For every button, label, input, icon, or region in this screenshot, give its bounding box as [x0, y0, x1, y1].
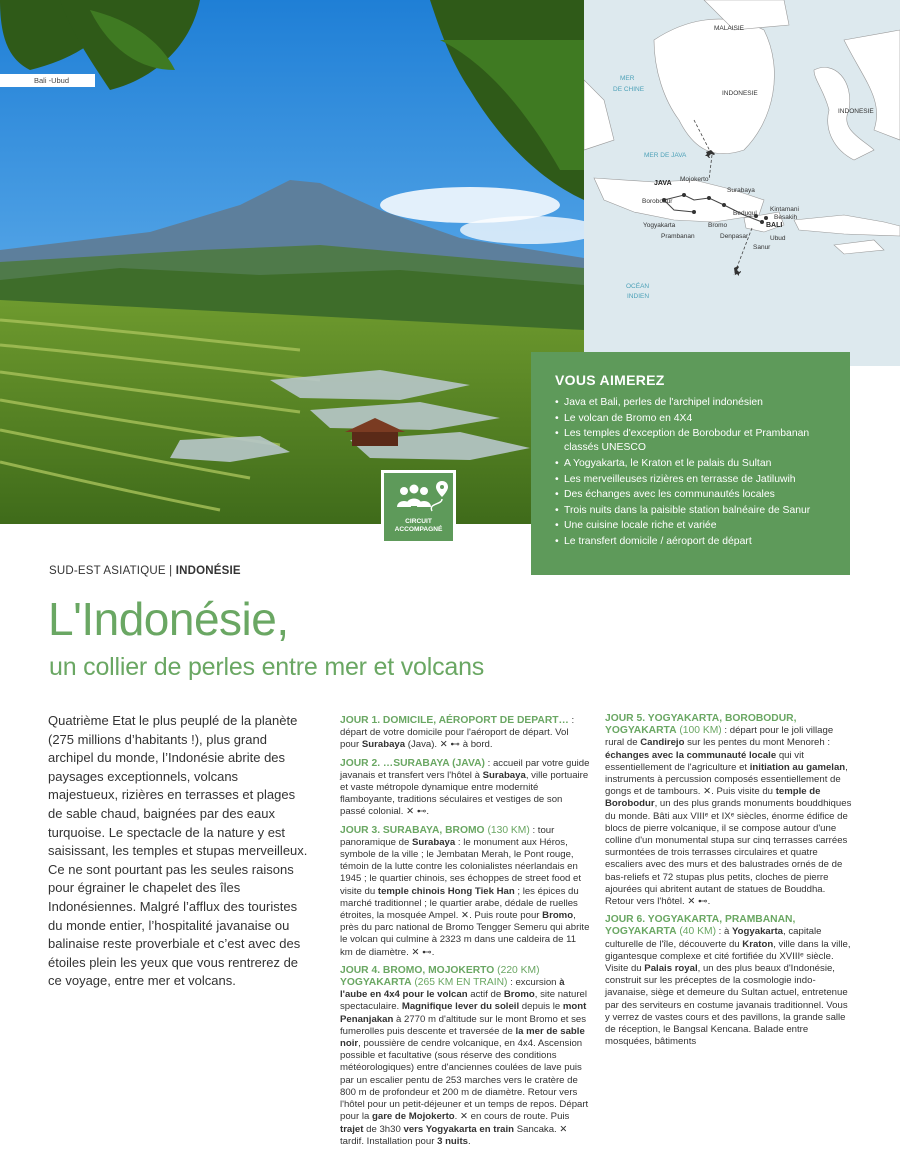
- day-3-text: : tour panoramique de: [340, 824, 555, 848]
- day-6-bold: Palais royal: [644, 963, 698, 975]
- map-label-mojokerto: Mojokerto: [680, 176, 709, 183]
- day-3-bold: Surabaya: [412, 836, 456, 848]
- highlight-item: • Les temples d'exception de Borobodur et Prambanan classés UNESCO: [555, 427, 830, 456]
- day-5-bold: Candirejo: [640, 737, 685, 749]
- day-6-bold: Yogyakarta: [732, 926, 784, 938]
- day-3-text: ; les épices du marché traditionnel ; le quartier arabe, dédale de ruelles étroites, la mosquée Ampel. ✕. Puis route pour: [340, 885, 579, 922]
- region-part-1: SUD-EST ASIATIQUE: [49, 565, 166, 577]
- day-4-bold: Magnifique lever du soleil: [401, 1001, 520, 1013]
- day-3-bold: temple chinois Hong Tiek Han: [377, 885, 515, 897]
- map-label-borobodur: Borobodur: [642, 198, 673, 205]
- day-5-text: sur les pentes du mont Menoreh :: [684, 737, 831, 749]
- day-1-text: (Java). ✕ ⊷ à bord.: [405, 739, 493, 751]
- day-2-bold: Surabaya: [482, 769, 526, 781]
- day-4-title-2: YOGYAKARTA: [340, 977, 412, 989]
- highlight-item: • Le transfert domicile / aéroport de départ: [555, 535, 830, 549]
- day-4-text: à 2770 m d'altitude sur le mont Bromo et ses fumerolles puis descente et traversée de: [340, 1013, 587, 1037]
- map-label-kintamani: Kintamani: [770, 206, 799, 213]
- day-3-distance: (130 KM): [484, 824, 530, 836]
- day-3-title: JOUR 3. SURABAYA, BROMO: [340, 824, 485, 836]
- highlight-item: • Le volcan de Bromo en 4X4: [555, 412, 830, 426]
- map-label-ubud: Ubud: [770, 235, 786, 242]
- map-label-ocean-2: INDIEN: [627, 293, 650, 300]
- day-4-title: JOUR 4. BROMO, MOJOKERTO: [340, 964, 495, 976]
- day-6-text: , ville dans la ville, gigantesque complexe et cité fortifiée du XVIIIᵉ siècle. Visite du: [605, 938, 851, 975]
- day-4-distance-2: (265 KM EN TRAIN): [411, 977, 508, 989]
- day-1-text: : départ de votre domicile pour l'aéroport de départ. Vol pour: [340, 715, 575, 751]
- map-label-ocean-1: OCÉAN: [626, 283, 650, 290]
- day-4-bold: mont Penanjakan: [340, 1001, 587, 1025]
- day-3-bold: Bromo: [542, 910, 574, 922]
- map-label-surabaya: Surabaya: [727, 187, 755, 194]
- map-label-indonesie-1: INDONESIE: [722, 90, 758, 97]
- day-2-text: : accueil par votre guide javanais et transfert vers l'hôtel à: [340, 757, 590, 781]
- circuit-accompagne-badge: [381, 470, 456, 544]
- highlight-item: • A Yogyakarta, le Kraton et le palais du Sultan: [555, 457, 830, 471]
- map-label-java: JAVA: [654, 180, 672, 187]
- map-label-malaisie: MALAISIE: [714, 25, 744, 32]
- region-breadcrumb: [49, 565, 241, 577]
- day-4-bold: trajet: [340, 1123, 364, 1135]
- day-4-bold: 3 nuits: [437, 1135, 468, 1147]
- highlight-item: • Une cuisine locale riche et variée: [555, 519, 830, 533]
- map-label-bedugul: Bedugul: [733, 210, 757, 217]
- region-separator: |: [169, 565, 173, 577]
- day-6-title: JOUR 6. YOGYAKARTA, PRAMBANAN, YOGYAKARTA: [605, 914, 796, 938]
- day-6-distance: (40 KM): [676, 926, 716, 938]
- day-4-text: depuis le: [519, 1001, 563, 1013]
- day-5-distance: (100 KM): [676, 725, 722, 737]
- day-5-title: JOUR 5. YOGYAKARTA, BOROBODUR,: [605, 713, 797, 724]
- intro-paragraph: Quatrième Etat le plus peuplé de la planète (275 millions d’habitants !), plus grand archipel du monde, l’Indonésie abrite des paysages exceptionnels, volcans majestueux, rizières en terrasses et plages de sable chaud, baignées par des eaux turquoise. Le spectacle de la nature y est saisissant, les temples et stupas merveilleux. Ce ne sont pourtant pas les seules raisons pour égrainer le chapelet des îles Indonésiennes. Malgré l’afflux des touristes du monde entier, l’hospitalité javanaise ou balinaise reste proverbiale et c’est avec des étoiles plein les yeux que vous rentrerez de ce voyage, entre mer et volcans.: [48, 713, 308, 989]
- day-6-text: , capitale culturelle de l'île, découverte du: [605, 926, 822, 950]
- map-label-prambanan: Prambanan: [661, 233, 695, 240]
- itinerary-column-1: [340, 715, 590, 1154]
- hero-photo: [0, 0, 584, 524]
- day-5: [605, 713, 853, 908]
- map-label-yogyakarta: Yogyakarta: [643, 222, 676, 229]
- day-4-text: : excursion: [507, 977, 560, 989]
- day-2-title: JOUR 2. …SURABAYA (JAVA): [340, 757, 485, 769]
- day-4: [340, 965, 590, 1148]
- day-5-text: , un des plus grands monuments bouddhiques du monde. Bâti aux VIIIᵉ et IXᵉ siècles, énorme édifice de blocs de pierre volcanique, il se compose autour d'une colline d'un monumental stupa sur cinq terrasses carrées surmontées de trois terrasses circulaires et quatre escaliers avec des murs et des balustrades ornés de de bas-reliefs et 72 stupas plus petits, cloches de pierre ajourées qui abritent autant de statues de Bouddha. Retour vers l'hôtel. ✕ ⊷.: [605, 798, 852, 908]
- map-label-bromo: Bromo: [708, 222, 728, 229]
- highlight-item: • Les merveilleuses rizières en terrasse de Jatiluwih: [555, 473, 830, 487]
- day-4-bold: à l'aube en 4x4 pour le volcan: [340, 977, 565, 1001]
- day-4-text: , poussière de cendre volcanique, en 4x4. Ascension possible et facultative (sous réserve des conditions météorologiques) entre d'anciennes coulées de lave puis par un escalier pentu de 253 marches vers le cratère de 800 m de profondeur et 200 m de diamètre. Retour vers l'hôtel pour un petit-déjeuner et un temps de repos. Départ pour la: [340, 1038, 589, 1123]
- page-title: L'Indonésie,: [48, 593, 289, 645]
- day-2-text: , ville portuaire et vaste métropole dynamique entre modernité flamboyante, traditions séculaires et vestiges de son passé colonial. ✕ ⊷.: [340, 769, 589, 818]
- day-4-text: Sancaka. ✕ tardif. Installation pour: [340, 1123, 568, 1147]
- indonesia-map-shapes: [584, 0, 900, 366]
- day-3-text: , près du parc national de Bromo Tengger Semeru qui abrite le volcan qui culmine à 2323 m dans une caldeira de 11 km de diamètre. ✕ ⊷.: [340, 910, 590, 958]
- day-5-text: : départ pour le joli village rural de: [605, 725, 834, 749]
- route-map: [584, 0, 900, 366]
- highlight-item: • Trois nuits dans la paisible station balnéaire de Sanur: [555, 504, 830, 518]
- day-4-bold: Bromo: [503, 989, 535, 1001]
- photo-caption: Bali -Ubud: [0, 74, 95, 87]
- day-2: [340, 758, 590, 819]
- day-4-text: de 3h30: [363, 1123, 404, 1135]
- highlights-list: [555, 396, 830, 549]
- day-4-distance: (220 KM): [494, 964, 540, 976]
- map-label-denpasar: Denpasar: [720, 233, 749, 240]
- badge-line-1: CIRCUIT: [405, 518, 432, 525]
- map-label-mer-de-chine-1: MER: [620, 75, 635, 82]
- day-4-bold: vers Yogyakarta en train: [403, 1123, 515, 1135]
- map-label-sanur: Sanur: [753, 244, 771, 251]
- map-label-mer-de-chine-2: DE CHINE: [613, 86, 645, 93]
- group-route-icon: [392, 479, 454, 515]
- day-4-text: actif de: [467, 989, 504, 1001]
- day-4-text: .: [467, 1135, 471, 1147]
- map-label-mer-de-java: MER DE JAVA: [644, 152, 687, 159]
- map-label-bali: BALI: [766, 222, 783, 229]
- day-5-text: qui vit essentiellement de l'agriculture et: [605, 749, 804, 773]
- region-part-2: INDONÉSIE: [175, 565, 241, 577]
- day-1-title: JOUR 1. DOMICILE, AÉROPORT DE DEPART…: [340, 715, 569, 726]
- day-1: [340, 715, 590, 752]
- day-3-text: : le monument aux Héros, symbole de la ville ; le Jembatan Merah, le Pont rouge, témoin de la lutte contre les colonialistes néerlandais en 1945 ; le quartier chinois, ses échoppes de street food et visite du: [340, 836, 582, 897]
- day-5-bold: échanges avec la communauté locale: [605, 749, 777, 761]
- day-4-text: . ✕ en cours de route. Puis: [454, 1111, 570, 1123]
- day-6-text: , un des plus beaux d'Indonésie, construit sur les préceptes de la cosmologie indo-javanaise, siège et demeure du Sultan actuel, entretenue par des serviteurs en costume javanais traditionnel. Vous y verrez de vastes cours et des pavillons, la grande salle de réception, le Bangsal Kencana. Balade entre mosquées, bâtiments: [605, 963, 848, 1048]
- highlights-box: [531, 352, 850, 575]
- badge-line-2: ACCOMPAGNÉ: [394, 526, 443, 533]
- day-4-bold: gare de Mojokerto: [372, 1111, 455, 1123]
- day-6: [605, 914, 853, 1048]
- day-5-bold: initiation au gamelan: [749, 761, 846, 773]
- day-5-text: , instruments à percussion composés essentiellement de gongs et de tambours. ✕. Puis visite du: [605, 761, 848, 798]
- highlight-item: • Des échanges avec les communautés locales: [555, 488, 830, 502]
- map-label-indonesie-2: INDONESIE: [838, 108, 874, 115]
- highlights-title: VOUS AIMEREZ: [555, 372, 665, 388]
- day-4-text: , site naturel spectaculaire.: [340, 989, 588, 1013]
- day-4-bold: la mer de sable noir: [340, 1025, 585, 1050]
- map-label-besakih: Besakih: [774, 214, 798, 221]
- day-6-text: : à: [716, 926, 732, 938]
- day-6-bold: Kraton: [742, 938, 774, 950]
- day-1-bold: Surabaya: [361, 739, 406, 751]
- day-5-title-2: YOGYAKARTA: [605, 725, 677, 737]
- day-5-bold: temple de Borobodur: [605, 786, 821, 810]
- highlight-item: • Java et Bali, perles de l'archipel indonésien: [555, 396, 830, 410]
- page-subtitle: un collier de perles entre mer et volcans: [49, 653, 485, 681]
- day-3: [340, 825, 590, 959]
- itinerary-column-2: [605, 713, 853, 1054]
